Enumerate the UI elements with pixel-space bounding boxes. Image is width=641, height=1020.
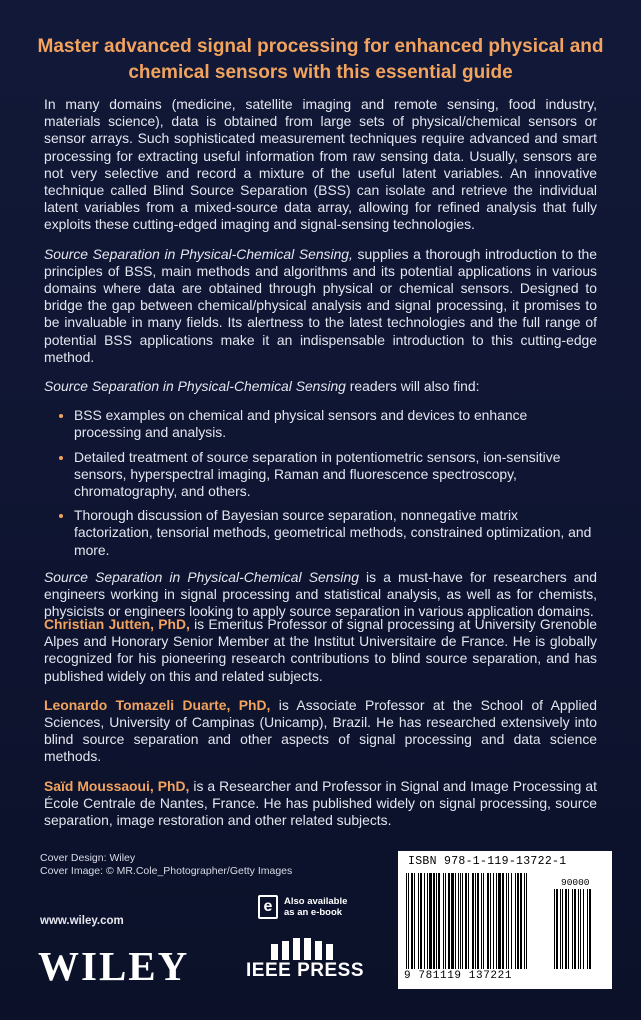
addon-bars: [554, 889, 604, 971]
barcode-bar: [498, 873, 501, 969]
ieee-press-text: IEEE PRESS: [246, 960, 364, 981]
feature-item: • Thorough discussion of Bayesian source separation, nonnegative matrix factorization, tensorial methods, geometrical methods, constrained optimization, and more.: [74, 507, 597, 559]
barcode-bar: [496, 873, 497, 969]
feature-item: • Detailed treatment of source separation in potentiometric sensors, ion-sensitive sensors, hyperspectral imaging, Raman and fluorescence spectroscopy, chromatography, and others.: [74, 449, 597, 501]
barcode-bar: [436, 873, 437, 969]
barcode-bar: [411, 873, 413, 969]
barcode-bar: [481, 873, 482, 969]
barcode-bar: [506, 873, 507, 969]
publisher-url[interactable]: www.wiley.com: [40, 915, 124, 927]
barcode-bar: [556, 889, 558, 969]
barcode-bar: [408, 873, 409, 969]
author-text: is Associate Professor at the School of Applied Sciences, University of Campinas (Unicamp), Brazil. He has researched extensively into blind source separation and other aspects of signal processing and data science methods.: [44, 696, 597, 765]
barcode-bar: [487, 873, 489, 969]
barcode-bar: [448, 873, 450, 969]
book-title-ref: Source Separation in Physical-Chemical Sensing: [44, 378, 346, 395]
barcode-bar: [578, 889, 579, 969]
summary-text: supplies a thorough introduction to the principles of BSS, main methods and algorithms and its potential applications in various domains where data are obtained through physical or chemical sensors. Designed to bridge the gap between chemical/physical analysis and signal processing, it promises to be invaluable in many fields. Its alertness to the latest technologies and the full range of potential BSS applications make it an indispensable introduction to this cutting-edge method.: [44, 245, 598, 365]
barcode-bar: [458, 873, 459, 969]
author-name: Christian Jutten, PhD,: [44, 616, 190, 632]
barcode-bar: [587, 889, 588, 969]
barcode-bar: [418, 873, 419, 969]
author-bio: [44, 697, 597, 766]
barcode-digits: 9 781119 137221: [404, 970, 513, 982]
ebook-badge: [258, 895, 354, 919]
barcode-bar: [589, 889, 591, 969]
features-intro: [44, 378, 597, 395]
barcode-bar: [451, 873, 454, 969]
barcode-bar: [472, 873, 474, 969]
features-intro-text: readers will also find:: [345, 378, 480, 395]
barcode-bar: [433, 873, 435, 969]
barcode-bar: [460, 873, 461, 969]
barcode-bar: [572, 889, 573, 969]
barcode-bar: [490, 873, 491, 969]
barcode-bar: [443, 873, 444, 969]
barcode-bar: [420, 873, 422, 969]
author-bio: [44, 778, 597, 830]
barcode-bar: [560, 889, 561, 969]
audience-paragraph: [44, 569, 597, 621]
barcode-bar: [562, 889, 563, 969]
barcode-bar: [508, 873, 509, 969]
barcode-bar: [429, 873, 432, 969]
barcode-bar: [462, 873, 463, 969]
intro-paragraph: In many domains (medicine, satellite imaging and remote sensing, food industry, materials science), data is obtained from large sets of physical/chemical sensors or sensor arrays. Such sophisticated measurement techniques require advanced and smart processing for extracting useful information from raw sensing data. Usually, sensors are not very selective and record a mixture of the useful latent variables. An innovative technique called Blind Source Separation (BSS) can isolate and retrieve the individual latent variables from a mixed-source data array, allowing for refined analysis that fully exploits these cutting-edged imaging and signal-sensing technologies.: [44, 96, 597, 233]
barcode-bar: [465, 873, 467, 969]
author-text: is a Researcher and Professor in Signal and Image Processing at École Centrale de Nantes, France. He has published widely on signal processing, source separation, image restoration and other related subjects.: [44, 777, 597, 829]
barcode-bar: [526, 873, 527, 969]
book-title-ref: Source Separation in Physical-Chemical Sensing: [44, 568, 359, 585]
e-book-icon: e: [258, 895, 278, 919]
author-name: Leonardo Tomazeli Duarte, PhD,: [44, 696, 271, 713]
barcode-bar: [554, 889, 555, 969]
author-text: is Emeritus Professor of signal processing at University Grenoble Alpes and Honorary Senior Member at the Institut Universitaire de France. He is globally recognized for his pioneering research contributions to blind source separation, and has published widely on this and related subjects.: [44, 616, 598, 684]
book-title-ref: Source Separation in Physical-Chemical Sensing,: [44, 245, 353, 262]
barcode-bar: [445, 873, 446, 969]
audience-text: is a must-have for researchers and engineers working in signal processing and statistical analysis, as well as for chemists, physicists or engineers looking to apply source separation in various application domains.: [44, 568, 597, 620]
author-name: Saïd Moussaoui, PhD,: [44, 777, 190, 794]
barcode-bar: [502, 873, 504, 969]
feature-list: [44, 407, 597, 559]
barcode-bar: [493, 873, 494, 969]
barcode-bar: [565, 889, 567, 969]
feature-item: • BSS examples on chemical and physical sensors and devices to enhance processing and analysis.: [74, 407, 597, 441]
barcode-bar: [517, 873, 519, 969]
barcode-bar: [520, 873, 522, 969]
summary-paragraph: [44, 246, 597, 366]
barcode-bar: [455, 873, 456, 969]
cover-credits: [40, 852, 292, 878]
barcode-bar: [414, 873, 415, 969]
ebook-text: Also available as an e-book: [284, 896, 348, 918]
price-addon: 90000: [561, 877, 590, 888]
ieee-press-logo: [240, 938, 370, 982]
cover-image-credit: Cover Image: © MR.Cole_Photographer/Getty Images: [40, 865, 293, 877]
barcode-bars: [406, 873, 548, 971]
barcode-bar: [406, 873, 407, 969]
barcode-bar: [483, 873, 484, 969]
barcode-bar: [475, 873, 476, 969]
author-bio: [44, 616, 597, 685]
barcode-bar: [524, 873, 525, 969]
barcode: [398, 851, 612, 989]
barcode-bar: [511, 873, 512, 969]
barcode-bar: [574, 889, 576, 969]
headline: Master advanced signal processing for enhanced physical and chemical sensors with this essential guide: [37, 36, 604, 83]
barcode-bar: [438, 873, 440, 969]
barcode-bar: [427, 873, 428, 969]
barcode-bar: [424, 873, 425, 969]
ieee-rays-icon: [265, 938, 345, 960]
barcode-bar: [468, 873, 469, 969]
barcode-bar: [580, 889, 581, 969]
barcode-bar: [568, 889, 569, 969]
author-bios: [44, 616, 597, 841]
wiley-logo: WILEY: [38, 943, 190, 989]
isbn-text: ISBN 978-1-119-13722-1: [408, 855, 567, 868]
description: [44, 96, 597, 632]
cover-design-credit: Cover Design: Wiley: [40, 852, 136, 864]
barcode-bar: [583, 889, 584, 969]
barcode-bar: [477, 873, 479, 969]
barcode-bar: [515, 873, 516, 969]
